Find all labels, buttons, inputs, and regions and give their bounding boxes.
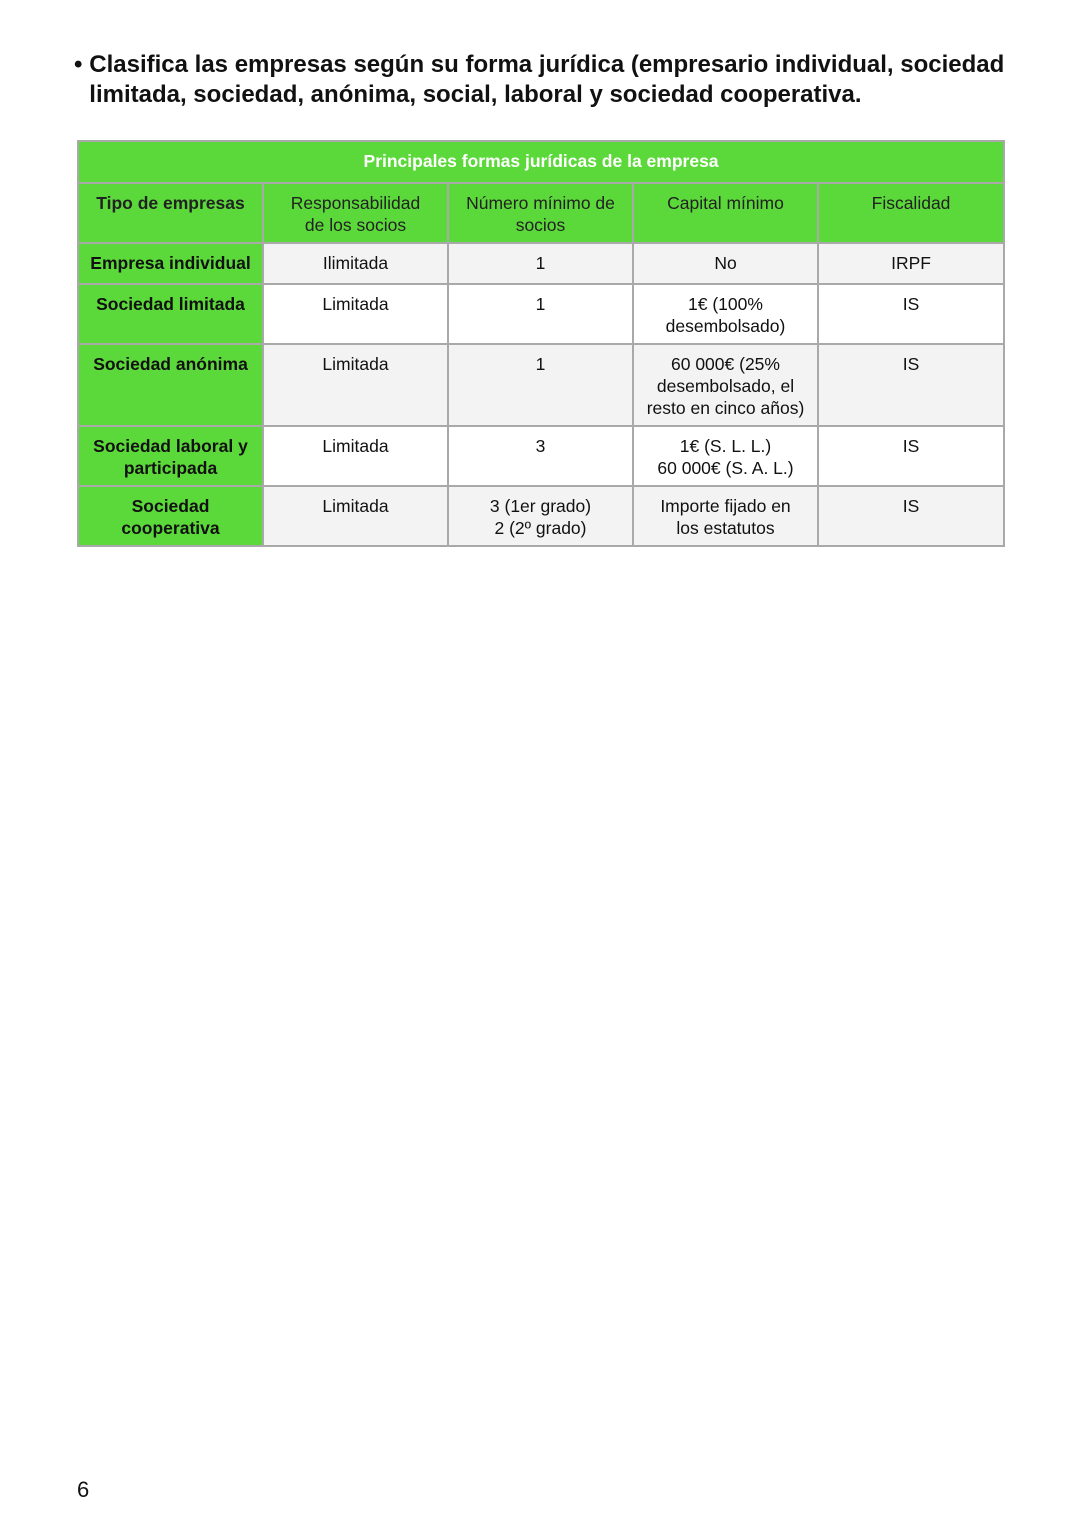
company-type-cell: Sociedad anónima	[78, 344, 263, 426]
table-cell: Limitada	[263, 486, 448, 546]
table-cell: Limitada	[263, 426, 448, 486]
table-cell: IRPF	[818, 243, 1004, 284]
table-caption-row	[78, 141, 1004, 183]
table-cell: IS	[818, 426, 1004, 486]
table-cell: Importe fijado en los estatutos	[633, 486, 818, 546]
table-row	[78, 243, 1004, 284]
company-type-cell: Sociedad limitada	[78, 284, 263, 344]
table-cell: 60 000€ (25% desembolsado, el resto en cinco años)	[633, 344, 818, 426]
table-cell: 3 (1er grado) 2 (2º grado)	[448, 486, 633, 546]
table-cell: Ilimitada	[263, 243, 448, 284]
table-cell: 1	[448, 243, 633, 284]
company-type-cell: Empresa individual	[78, 243, 263, 284]
table-caption: Principales formas jurídicas de la empresa	[78, 141, 1004, 183]
table-cell: IS	[818, 344, 1004, 426]
question	[74, 50, 1014, 110]
table-cell: Limitada	[263, 344, 448, 426]
table-cell: 3	[448, 426, 633, 486]
column-header: Número mínimo de socios	[448, 183, 633, 243]
table-cell: Limitada	[263, 284, 448, 344]
table-cell: IS	[818, 486, 1004, 546]
table-cell: IS	[818, 284, 1004, 344]
column-header: Responsabilidad de los socios	[263, 183, 448, 243]
table-row	[78, 284, 1004, 344]
table-cell: 1	[448, 344, 633, 426]
question-text: Clasifica las empresas según su forma jurídica (empresario individual, sociedad limitada, sociedad, anónima, social, laboral y sociedad cooperativa.	[89, 51, 1005, 108]
table-row	[78, 344, 1004, 426]
bullet: •	[74, 51, 83, 78]
table-cell: 1€ (100% desembolsado)	[633, 284, 818, 344]
legal-forms-table	[77, 140, 1005, 547]
company-type-cell: Sociedad laboral y participada	[78, 426, 263, 486]
company-type-cell: Sociedad cooperativa	[78, 486, 263, 546]
table-cell: No	[633, 243, 818, 284]
page-number: 6	[77, 1477, 90, 1502]
table-cell: 1	[448, 284, 633, 344]
column-header: Fiscalidad	[818, 183, 1004, 243]
column-header: Tipo de empresas	[78, 183, 263, 243]
table-row	[78, 486, 1004, 546]
table-cell: 1€ (S. L. L.) 60 000€ (S. A. L.)	[633, 426, 818, 486]
column-header: Capital mínimo	[633, 183, 818, 243]
table-row	[78, 426, 1004, 486]
table-header-row	[78, 183, 1004, 243]
